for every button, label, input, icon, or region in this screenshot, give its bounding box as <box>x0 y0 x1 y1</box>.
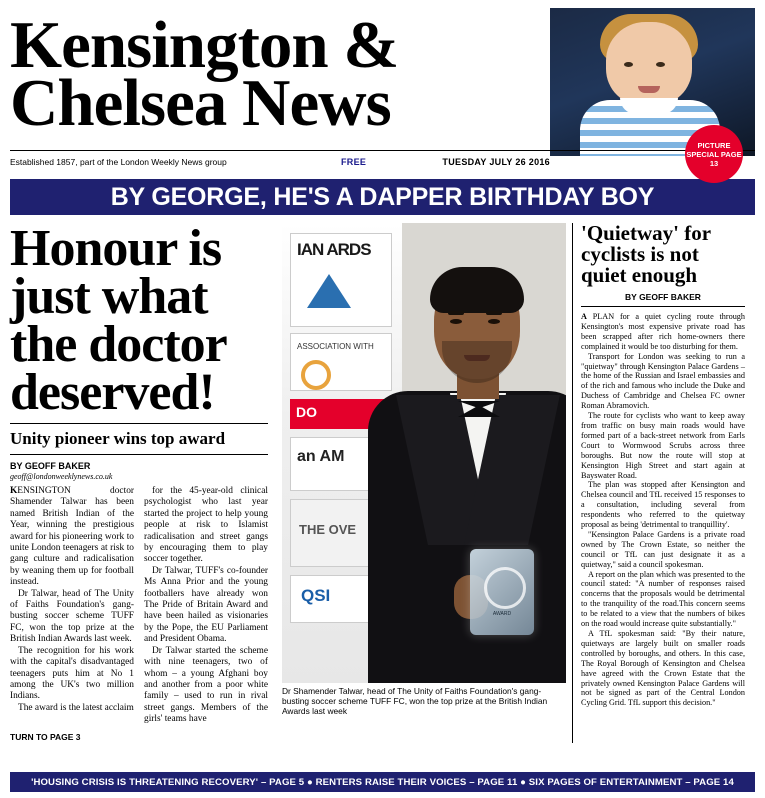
main-photo-column <box>276 223 572 743</box>
masthead <box>10 0 755 175</box>
lead-body <box>10 486 268 726</box>
lead-paragraph: The award is the latest acclaim <box>18 702 134 713</box>
association-logo <box>290 333 392 391</box>
headline-line-3: the doctor <box>10 316 227 373</box>
subject-hair <box>430 267 524 313</box>
headline-line-4: deserved! <box>10 364 215 421</box>
subject-right-eye <box>488 319 500 324</box>
sidebar-story <box>572 223 745 743</box>
sidebar-headline: 'Quietway' for cyclists is not quiet enough <box>581 221 711 287</box>
turn-to-link[interactable]: TURN TO PAGE 3 <box>10 731 81 742</box>
triangle-icon <box>307 274 351 308</box>
left-eye <box>624 62 633 67</box>
lead-paragraph: KENSINGTON doctor Shamender Talwar has been named British Indian of the Year, winning the prestigious award for his pioneering work to unite London teenagers at risk to gang culture and radicalisation by weaning them up for football instead. <box>10 486 134 588</box>
lead-subhead: Unity pioneer wins top award <box>10 423 268 455</box>
footer-text: 'HOUSING CRISIS IS THREATENING RECOVERY' – PAGE 5 ● RENTERS RAISE THEIR VOICES – PAGE 11 ● SIX PAGES OF ENTERTAINMENT – PAGE 14 <box>31 776 734 788</box>
bottom-banner <box>10 772 755 792</box>
collar <box>620 98 678 114</box>
lead-headline <box>10 220 268 421</box>
banner-text: BY GEORGE, HE'S A DAPPER BIRTHDAY BOY <box>110 182 655 211</box>
page-content <box>10 220 755 743</box>
sidebar-paragraph: Transport for London was seeking to run a "quietway" through Kensington Palace Gardens – the home of the Russian and Israel embassies and of the rich and famous who include the Duke and Duchess of Cambridge and Chelsea FC owner Roman Abramovich. <box>581 351 745 411</box>
lead-paragraph: Dr Talwar started the scheme with nine teenagers, two of whom – a young Afghani boy and another from a poor white family – used to run in rival street gangs. Members of the girls' teams have <box>144 645 268 725</box>
lead-paragraph: Dr Talwar, TUFF's co-founder Ms Anna Prior and the young footballers have already won The Pride of Britain Award and have been hailed as visionaries by the Pope, the EU Parliament and President Obama. <box>144 565 268 645</box>
main-photo <box>282 223 566 683</box>
association-logo-text: ASSOCIATION WITH <box>297 342 374 351</box>
sponsor-logo-4-text: THE OVE <box>299 522 357 537</box>
sidebar-paragraph: A TfL spokesman said: "By their nature, quietways are largely built on smaller roads controlled by boroughs, and others. In this case, The Royal Borough of Kensington and Chelsea have agreed with the Crown Estate that the privately owned Kensington Palace Gardens will not be signed as part of the Central London Cycling Grid. TfL support this decision." <box>581 629 745 708</box>
sidebar-byline: BY GEOFF BAKER <box>581 292 745 307</box>
subject-left-eye <box>450 319 462 324</box>
mouth <box>638 86 660 93</box>
picture-special-badge: PICTURE SPECIAL PAGE 13 <box>685 125 743 183</box>
sponsor-logo-3-text: an AM <box>297 448 345 465</box>
face-shape <box>606 22 692 106</box>
sidebar-paragraph: The plan was stopped after Kensington and Chelsea council and TfL received 15 responses to a consultation, including several from respondents who referred to the quietway proposal as being 'detrimental to tranquillity'. <box>581 480 745 530</box>
left-eyebrow <box>448 311 464 315</box>
title-line-1: Kensington & <box>10 8 399 82</box>
lead-byline: BY GEOFF BAKER <box>10 461 91 471</box>
red-sponsor-text: DO <box>296 404 317 420</box>
lead-byline-email: geoff@londonweeklynews.co.uk <box>10 472 113 481</box>
trophy-ring-icon <box>484 567 526 609</box>
lead-paragraph: The recognition for his work with the capital's disadvantaged teenagers puts him at No 1 among the UK's two million Indians. <box>10 645 134 702</box>
established-text: Established 1857, part of the London Weekly News group <box>10 157 227 167</box>
lead-paragraph: for the 45-year-old clinical psychologist who last year started the project to help young people at risk to Islamist radicalisation and street gangs by encouraging them to play soccer together. <box>144 486 268 565</box>
award-trophy <box>470 549 534 635</box>
sidebar-body <box>581 312 745 708</box>
lead-paragraph: Dr Talwar, head of The Unity of Faiths Foundation's gang-busting soccer scheme TUFF FC, won the top prize at the British Indian Awards last week. <box>10 588 134 645</box>
headline-line-1: Honour is <box>10 220 222 277</box>
awards-logo <box>290 233 392 327</box>
masthead-divider <box>10 150 755 151</box>
awards-logo-text: IAN ARDS <box>297 240 371 259</box>
sidebar-paragraph: A PLAN for a quiet cycling route through Kensington's most expensive private road has been scrapped after rich home-owners there complained it would be too disturbing for them. <box>581 312 745 351</box>
masthead-meta <box>10 155 755 173</box>
sponsor-logo-5-text: QSI <box>301 586 331 605</box>
sidebar-paragraph: The route for cyclists who want to keep away from traffic on busy main roads would have formed part of a back-street network from Earls Court to Wormwood Scrubs across three boroughs. But now the route will stop at Kensington High Street and start again at Bayswater Road. <box>581 411 745 480</box>
right-eye <box>656 62 665 67</box>
subject-mouth <box>464 355 490 361</box>
title-line-2: Chelsea News <box>10 66 391 140</box>
sidebar-paragraph: A report on the plan which was presented to the council stated: "A number of responses raised concerns that the proposals would be detrimental to the tranquility of the road.This concern seems to be related to a view that the numbers of bikes on the road would increase quite substantially." <box>581 569 745 629</box>
top-banner <box>10 179 755 215</box>
free-label: FREE <box>341 157 367 167</box>
lead-story-column <box>10 220 276 743</box>
photo-caption: Dr Shamender Talwar, head of The Unity of Faiths Foundation's gang-busting soccer scheme TUFF FC, won the top prize at the British Indian Awards last week <box>282 686 548 716</box>
sidebar-paragraph: "Kensington Palace Gardens is a private road owned by The Crown Estate, so neither the council or TfL can just designate it as a quietway," said a council spokesman. <box>581 529 745 569</box>
issue-date: TUESDAY JULY 26 2016 <box>442 157 550 167</box>
trophy-label: AWARD <box>492 611 512 617</box>
right-eyebrow <box>486 311 502 315</box>
headline-line-2: just what <box>10 268 208 325</box>
circle-icon <box>301 360 331 390</box>
